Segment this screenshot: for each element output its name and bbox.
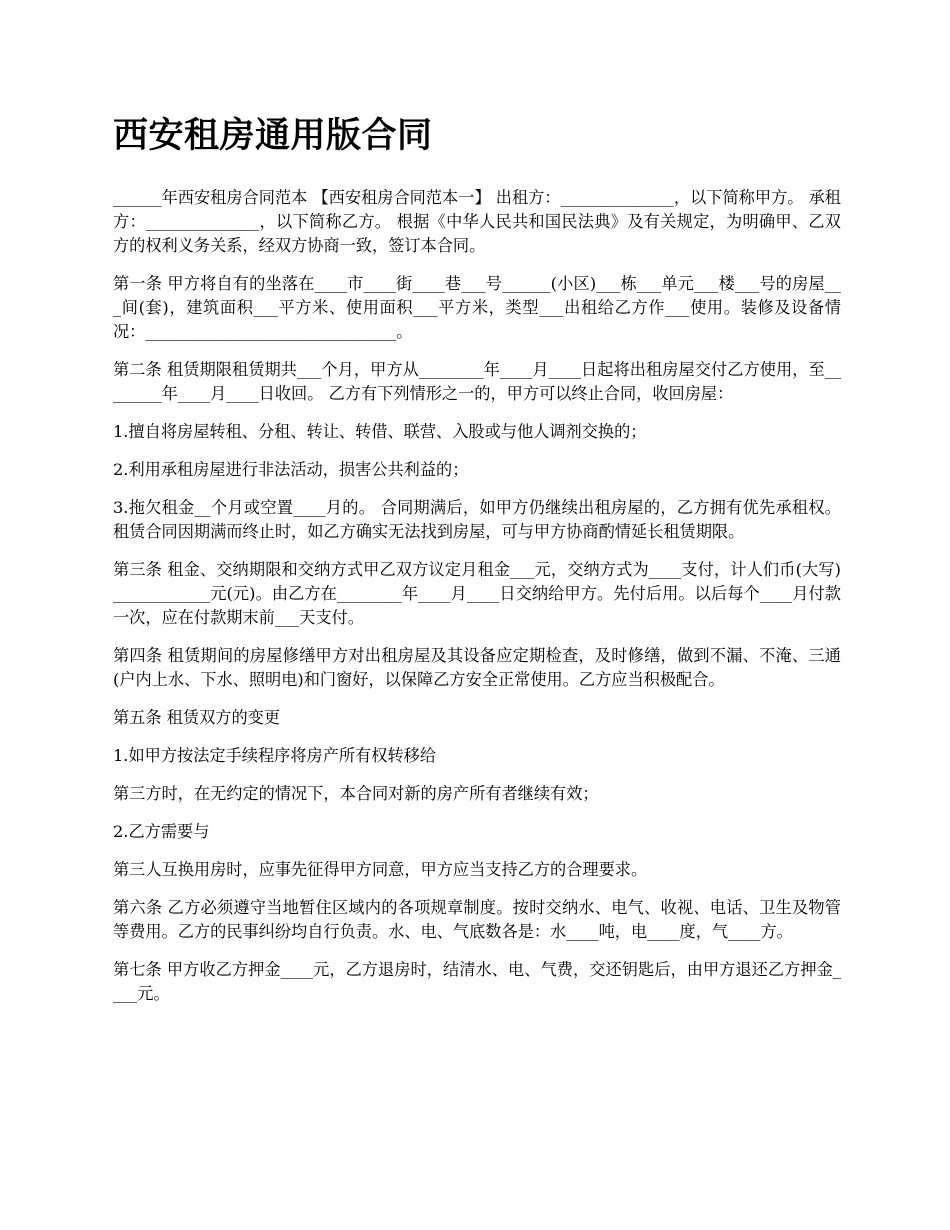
article-5-item-1: 1.如甲方按法定手续程序将房产所有权转移给 bbox=[113, 746, 437, 765]
article-2-paragraph: 第二条 租赁期限租赁期共___个月，甲方从________年____月____日起将出租房屋交付乙方使用，至________年____月____日收回。 乙方有下列情形之一的，甲方可以终止合同，收回房屋： bbox=[113, 360, 841, 403]
article-4-paragraph: 第四条 租赁期间的房屋修缮甲方对出租房屋及其设备应定期检查，及时修缮，做到不漏、不淹、三通(户内上水、下水、照明电)和门窗好，以保障乙方安全正常使用。乙方应当积极配合。 bbox=[113, 646, 841, 689]
article-5-heading: 第五条 租赁双方的变更 bbox=[113, 708, 281, 727]
document-page bbox=[113, 112, 841, 1020]
article-2-item-2: 2.利用承租房屋进行非法活动，损害公共利益的； bbox=[113, 460, 469, 479]
article-7-paragraph: 第七条 甲方收乙方押金____元，乙方退房时，结清水、电、气费，交还钥匙后，由甲方退还乙方押金____元。 bbox=[113, 960, 841, 1003]
article-1-paragraph: 第一条 甲方将自有的坐落在____市____街____巷___号______(小区)___栋___单元___楼___号的房屋___间(套)，建筑面积___平方米、使用面积___平方米，类型___出租给乙方作___使用。装修及设备情况：_______________________________。 bbox=[113, 274, 841, 341]
article-5-item-2-continued: 第三人互换用房时，应事先征得甲方同意，甲方应当支持乙方的合理要求。 bbox=[113, 860, 648, 879]
intro-paragraph: ______年西安租房合同范本 【西安租房合同范本一】 出租方：______________，以下简称甲方。 承租方：______________，以下简称乙方。 根据《中华人民共和国民法典》及有关规定，为明确甲、乙双方的权利义务关系，经双方协商一致，签订本合同。 bbox=[113, 188, 841, 255]
article-2-item-3: 3.拖欠租金__个月或空置____月的。 合同期满后，如甲方仍继续出租房屋的，乙方拥有优先承租权。 租赁合同因期满而终止时，如乙方确实无法找到房屋，可与甲方协商酌情延长租赁期限。 bbox=[113, 498, 841, 541]
article-5-item-1-continued: 第三方时，在无约定的情况下，本合同对新的房产所有者继续有效； bbox=[113, 784, 599, 803]
document-title: 西安租房通用版合同 bbox=[113, 115, 433, 156]
article-5-item-2: 2.乙方需要与 bbox=[113, 822, 210, 841]
article-2-item-1: 1.擅自将房屋转租、分租、转让、转借、联营、入股或与他人调剂交换的； bbox=[113, 422, 647, 441]
article-6-paragraph: 第六条 乙方必须遵守当地暂住区域内的各项规章制度。按时交纳水、电气、收视、电话、卫生及物管等费用。乙方的民事纠纷均自行负责。水、电、气底数各是：水____吨，电____度，气____方。 bbox=[113, 898, 841, 941]
article-3-paragraph: 第三条 租金、交纳期限和交纳方式甲乙双方议定月租金___元，交纳方式为____支付，计人们币(大写)____________元(元)。由乙方在________年____月____日交纳给甲方。先付后用。以后每个____月付款一次，应在付款期末前___天支付。 bbox=[113, 560, 841, 627]
